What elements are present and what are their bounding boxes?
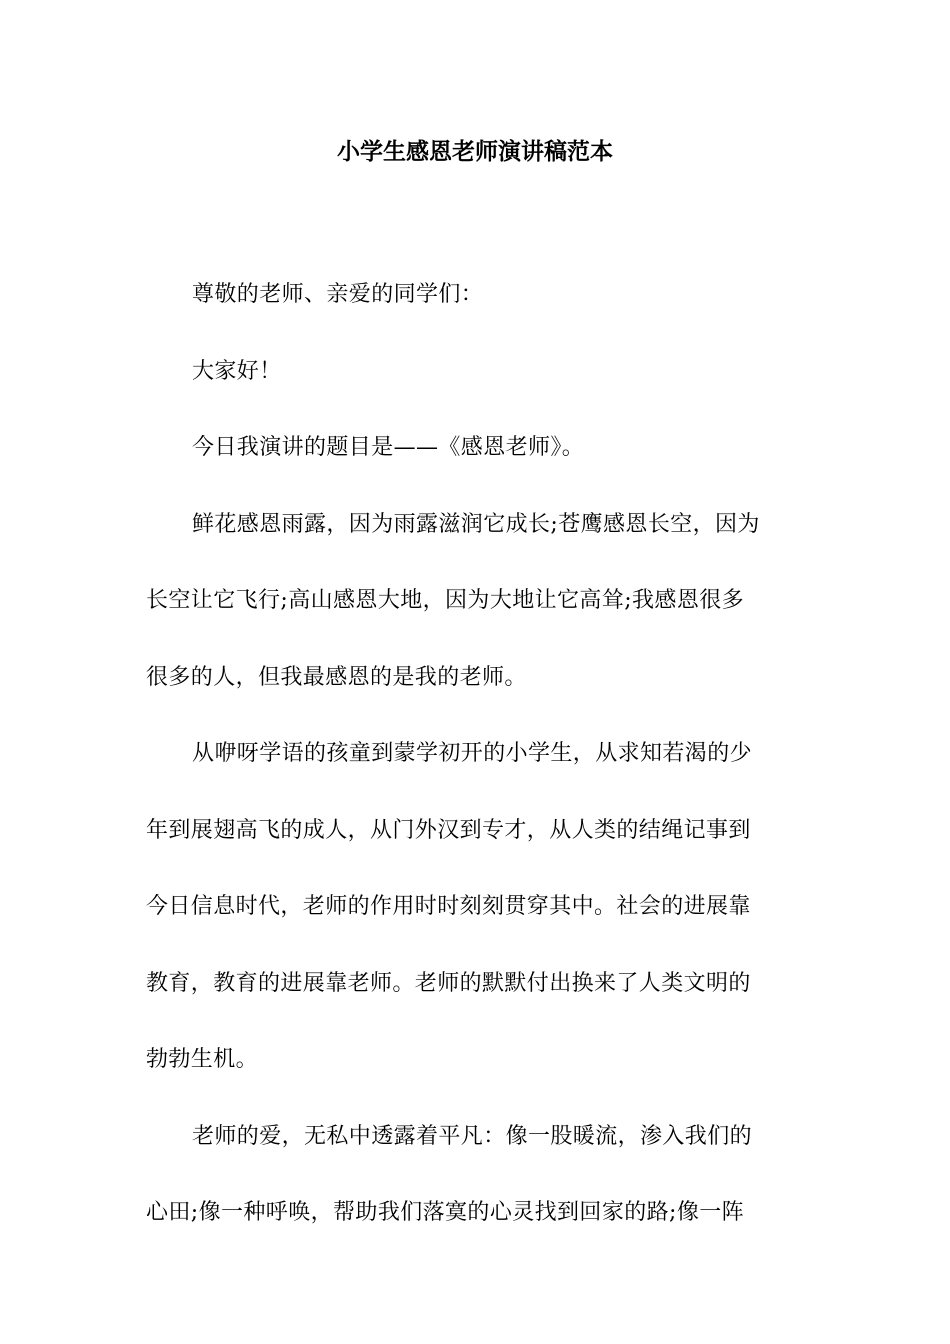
text-line: 年到展翅高飞的成人，从门外汉到专才，从人类的结绳记事到: [146, 817, 751, 843]
text-line: 老师的爱，无私中透露着平凡：像一股暖流，渗入我们的: [192, 1123, 753, 1149]
text-line: 勃勃生机。: [146, 1047, 259, 1072]
paragraph-greeting: [146, 334, 806, 411]
text-line: 鲜花感恩雨露，因为雨露滋润它成长;苍鹰感恩长空，因为: [192, 511, 760, 537]
text-line: 心田;像一种呼唤，帮助我们落寞的心灵找到回家的路;像一阵: [146, 1200, 745, 1225]
paragraph-teacher-role: [146, 716, 806, 1099]
text-line: 很多的人，但我最感恩的是我的老师。: [146, 664, 527, 690]
text-line: 从咿呀学语的孩童到蒙学初开的小学生，从求知若渴的少: [192, 741, 753, 766]
document-body: [146, 257, 806, 1252]
text-line: 长空让它飞行;高山感恩大地，因为大地让它高耸;我感恩很多: [146, 588, 745, 613]
text-line: 今日我演讲的题目是——《感恩老师》。: [192, 435, 585, 460]
document-title: 小学生感恩老师演讲稿范本: [337, 138, 613, 165]
paragraph-teacher-love: [146, 1099, 806, 1252]
text-line: 教育，教育的进展靠老师。老师的默默付出换来了人类文明的: [146, 970, 751, 996]
text-line: 尊敬的老师、亲爱的同学们：: [192, 282, 484, 307]
text-line: 大家好！: [192, 358, 282, 384]
paragraph-salutation: [146, 257, 806, 334]
text-line: 今日信息时代，老师的作用时时刻刻贯穿其中。社会的进展靠: [146, 894, 751, 919]
paragraph-topic: [146, 410, 806, 487]
paragraph-gratitude: [146, 487, 806, 717]
